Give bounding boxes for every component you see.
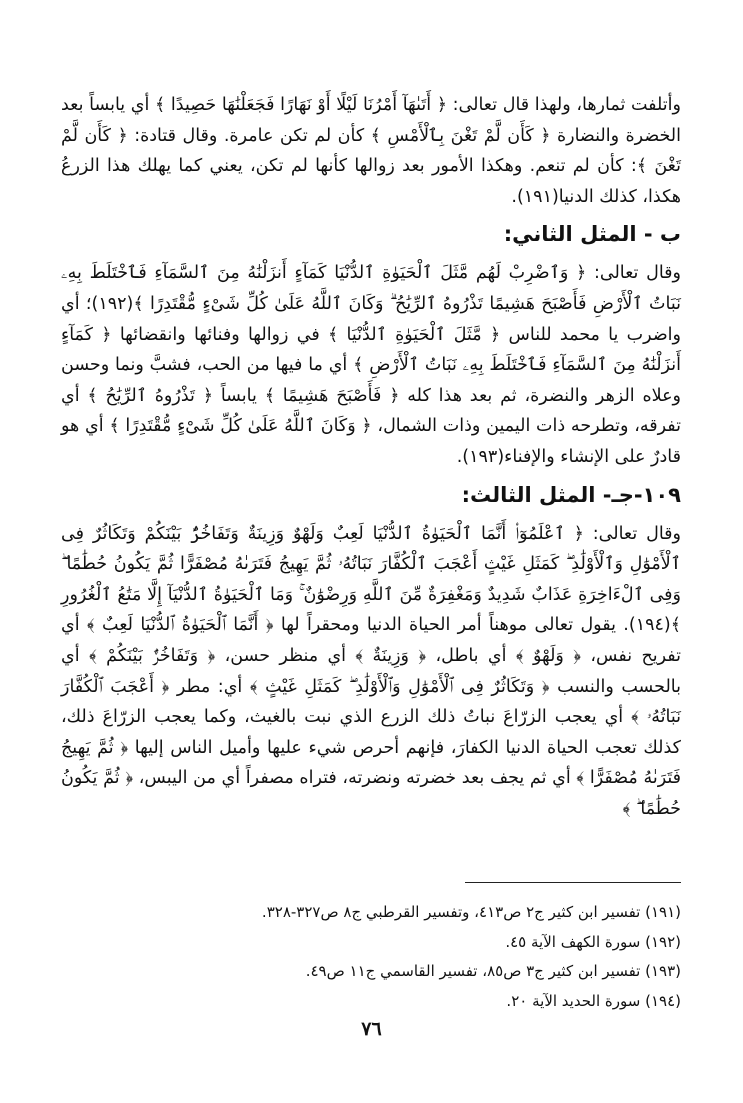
footnotes: [61, 898, 681, 1016]
section-heading-b: ب - المثل الثاني:: [503, 222, 681, 247]
paragraph-1: وأتلفت ثمارها، ولهذا قال تعالى: ﴿ أَتَىٰهَآ أَمْرُنَا لَيْلًا أَوْ نَهَارًا فَجَعَلْنَٰهَا حَصِيدًا ﴾ أي يابساً بعد الخضرة والنضارة ﴿ كَأَن لَّمْ تَغْنَ بِٱلْأَمْسِ ﴾ كأن لم تكن عامرة. وقال قتادة: ﴿ كَأَن لَّمْ تَغْنَ ﴾: كأن لم تنعم. وهكذا الأمور بعد زوالها كأنها لم تكن، يعني كما يهلك هذا الزرعُ هكذا، كذلك الدنيا(١٩١).: [61, 95, 681, 207]
paragraph-2: وقال تعالى: ﴿ وَٱضْرِبْ لَهُم مَّثَلَ ٱلْحَيَوٰةِ ٱلدُّنْيَا كَمَآءٍ أَنزَلْنَٰهُ مِنَ ٱلسَّمَآءِ فَٱخْتَلَطَ بِهِۦ نَبَاتُ ٱلْأَرْضِ فَأَصْبَحَ هَشِيمًا تَذْرُوهُ ٱلرِّيَٰحُ ۗ وَكَانَ ٱللَّهُ عَلَىٰ كُلِّ شَىْءٍ مُّقْتَدِرًا ﴾(١٩٢)؛ أي واضرب يا محمد للناس ﴿ مَّثَلَ ٱلْحَيَوٰةِ ٱلدُّنْيَا ﴾ في زوالها وفنائها وانقضائها ﴿ كَمَآءٍ أَنزَلْنَٰهُ مِنَ ٱلسَّمَآءِ فَٱخْتَلَطَ بِهِۦ نَبَاتُ ٱلْأَرْضِ ﴾ أي ما فيها من الحب، فشبَّ ونما وحسن وعلاه الزهر والنضرة، ثم بعد هذا كله ﴿ فَأَصْبَحَ هَشِيمًا ﴾ يابساً ﴿ تَذْرُوهُ ٱلرِّيَٰحُ ﴾ أي تفرقه، وتطرحه ذات اليمين وذات الشمال، ﴿ وَكَانَ ٱللَّهُ عَلَىٰ كُلِّ شَىْءٍ مُّقْتَدِرًا ﴾ أي هو قادرٌ على الإنشاء والإفناء(١٩٣).: [61, 263, 681, 467]
paragraph-3: وقال تعالى: ﴿ ٱعْلَمُوٓا۟ أَنَّمَا ٱلْحَيَوٰةُ ٱلدُّنْيَا لَعِبٌ وَلَهْوٌ وَزِينَةٌ وَتَفَاخُرٌۢ بَيْنَكُمْ وَتَكَاثُرٌ فِى ٱلْأَمْوَٰلِ وَٱلْأَوْلَٰدِ ۖ كَمَثَلِ غَيْثٍ أَعْجَبَ ٱلْكُفَّارَ نَبَاتُهُۥ ثُمَّ يَهِيجُ فَتَرَىٰهُ مُصْفَرًّا ثُمَّ يَكُونُ حُطَٰمًا ۖ وَفِى ٱلْءَاخِرَةِ عَذَابٌ شَدِيدٌ وَمَغْفِرَةٌ مِّنَ ٱللَّهِ وَرِضْوَٰنٌ ۚ وَمَا ٱلْحَيَوٰةُ ٱلدُّنْيَآ إِلَّا مَتَٰعُ ٱلْغُرُورِ ﴾(١٩٤). يقول تعالى موهناً أمر الحياة الدنيا ومحقراً لها ﴿ أَنَّمَا ٱلْحَيَوٰةُ ٱلدُّنْيَا لَعِبٌ ﴾ أي تفريح نفس، ﴿ وَلَهْوٌ ﴾ أي باطل، ﴿ وَزِينَةٌ ﴾ أي منظر حسن، ﴿ وَتَفَاخُرٌۢ بَيْنَكُمْ ﴾ أي بالحسب والنسب ﴿ وَتَكَاثُرٌ فِى ٱلْأَمْوَٰلِ وَٱلْأَوْلَٰدِ ۖ كَمَثَلِ غَيْثٍ ﴾ أي: مطر ﴿ أَعْجَبَ ٱلْكُفَّارَ نَبَاتُهُۥ ﴾ أي يعجب الزرّاعَ نباتُ ذلك الزرع الذي نبت بالغيث، وكما يعجب الزرّاعَ ذلك، كذلك تعجب الحياة الدنيا الكفارَ، فإنهم أحرص شيء عليها وأميل الناس إليها ﴿ ثُمَّ يَهِيجُ فَتَرَىٰهُ مُصْفَرًّا ﴾ أي ثم يجف بعد خضرته ونضرته، فتراه مصفراً أي من اليبس، ﴿ ثُمَّ يَكُونُ حُطَٰمًا ۖ ﴾: [61, 523, 681, 819]
footnote-192: (١٩٢) سورة الكهف الآية ٤٥.: [505, 932, 681, 951]
main-text: [61, 90, 681, 824]
footnote-separator: [465, 882, 681, 883]
footnote-191: (١٩١) تفسير ابن كثير ج٢ ص٤١٣، وتفسير القرطبي ج٨ ص٣٢٧-٣٢٨.: [261, 903, 681, 921]
footnote-194: (١٩٤) سورة الحديد الآية ٢٠.: [506, 991, 681, 1010]
page-number: ٧٦: [361, 1018, 382, 1040]
footnote-193: (١٩٣) تفسير ابن كثير ج٣ ص٨٥، تفسير القاسمي ج١١ ص٤٩.: [305, 962, 681, 980]
section-heading-c: ١٠٩-جـ- المثل الثالث:: [461, 482, 681, 507]
